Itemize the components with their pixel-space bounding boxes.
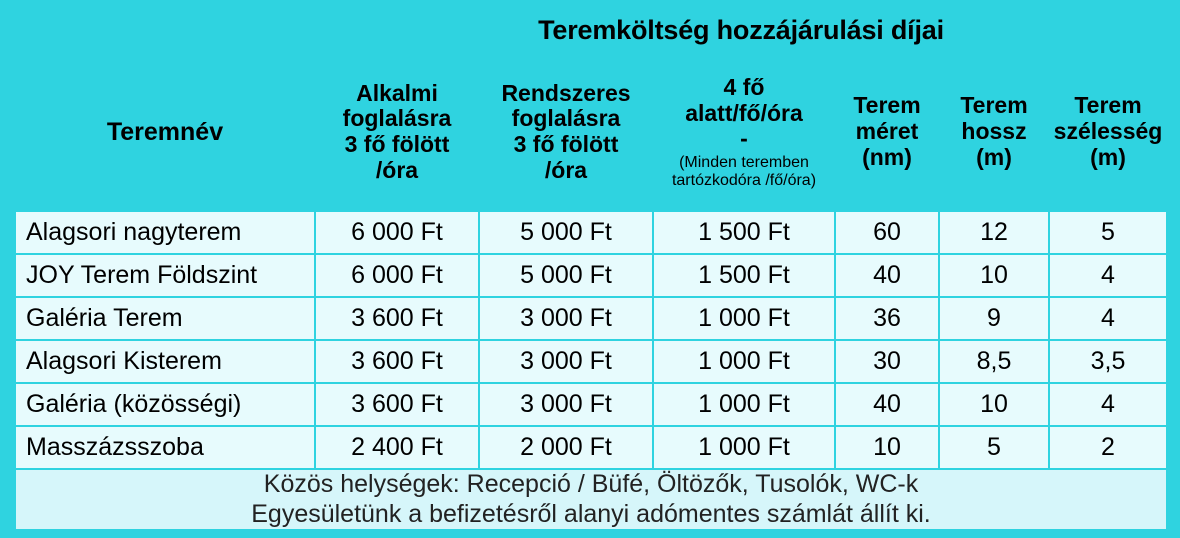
footer-line-1: Közös helységek: Recepció / Büfé, Öltözők, Tusolók, WC-k xyxy=(263,470,919,498)
header-row xyxy=(15,53,1167,211)
header-line-3: (m) xyxy=(976,143,1012,170)
header-line-4: /óra xyxy=(544,156,588,183)
room-name: JOY Terem Földszint xyxy=(15,254,315,297)
room-size: 10 xyxy=(835,426,939,469)
table-row xyxy=(15,254,1167,297)
header-room-width xyxy=(1049,53,1167,211)
room-name: Masszázsszoba xyxy=(15,426,315,469)
header-line-3: (nm) xyxy=(862,143,912,170)
table-row xyxy=(15,297,1167,340)
room-name: Alagsori Kisterem xyxy=(15,340,315,383)
table-title: Teremköltség hozzájárulási díjai xyxy=(315,7,1167,53)
under-four-price: 1 000 Ft xyxy=(653,297,835,340)
header-line-1: Terem xyxy=(853,92,921,119)
footer-row xyxy=(15,469,1167,530)
room-size: 40 xyxy=(835,254,939,297)
under-four-price: 1 500 Ft xyxy=(653,254,835,297)
room-width: 4 xyxy=(1049,254,1167,297)
room-width: 4 xyxy=(1049,297,1167,340)
room-length: 10 xyxy=(939,254,1049,297)
regular-price: 2 000 Ft xyxy=(479,426,653,469)
room-name: Galéria Terem xyxy=(15,297,315,340)
table-row xyxy=(15,211,1167,254)
under-four-price: 1 500 Ft xyxy=(653,211,835,254)
regular-price: 3 000 Ft xyxy=(479,383,653,426)
header-line-2: hossz xyxy=(961,118,1027,145)
header-line-2: foglalásra xyxy=(511,105,621,132)
header-line-1: Rendszeres xyxy=(501,79,631,106)
room-length: 10 xyxy=(939,383,1049,426)
room-length: 5 xyxy=(939,426,1049,469)
room-price-table xyxy=(14,6,1168,531)
occasional-price: 3 600 Ft xyxy=(315,297,479,340)
header-room-size xyxy=(835,53,939,211)
room-length: 12 xyxy=(939,211,1049,254)
regular-price: 5 000 Ft xyxy=(479,211,653,254)
regular-price: 3 000 Ft xyxy=(479,297,653,340)
room-width: 4 xyxy=(1049,383,1167,426)
occasional-price: 6 000 Ft xyxy=(315,254,479,297)
header-room-name: Teremnév xyxy=(15,53,315,211)
room-width: 3,5 xyxy=(1049,340,1167,383)
header-line-1: Alkalmi xyxy=(356,79,438,106)
header-line-2: méret xyxy=(855,118,919,145)
footer-note xyxy=(15,469,1167,530)
title-row xyxy=(15,7,1167,53)
under-four-price: 1 000 Ft xyxy=(653,340,835,383)
header-line-3: 3 fő fölött xyxy=(513,131,619,157)
footer-line-2: Egyesületünk a befizetésről alanyi adómentes számlát állít ki. xyxy=(251,499,931,528)
header-line-3: 3 fő fölött xyxy=(344,131,450,157)
corner-cell xyxy=(15,7,315,53)
occasional-price: 6 000 Ft xyxy=(315,211,479,254)
header-line-3: (m) xyxy=(1090,143,1126,170)
under-four-price: 1 000 Ft xyxy=(653,383,835,426)
header-line-3: - xyxy=(740,125,748,152)
header-line-2: foglalásra xyxy=(342,105,452,132)
room-length: 8,5 xyxy=(939,340,1049,383)
occasional-price: 3 600 Ft xyxy=(315,340,479,383)
header-line-1: 4 fő xyxy=(723,73,765,100)
room-length: 9 xyxy=(939,297,1049,340)
header-line-1: Terem xyxy=(1074,92,1142,119)
header-occasional-booking xyxy=(315,53,479,211)
table-row xyxy=(15,340,1167,383)
table-row xyxy=(15,426,1167,469)
header-line-1: Terem xyxy=(960,92,1028,119)
room-size: 30 xyxy=(835,340,939,383)
room-size: 40 xyxy=(835,383,939,426)
header-regular-booking xyxy=(479,53,653,211)
room-size: 60 xyxy=(835,211,939,254)
room-size: 36 xyxy=(835,297,939,340)
header-under-four-people xyxy=(653,53,835,211)
room-width: 5 xyxy=(1049,211,1167,254)
header-room-length xyxy=(939,53,1049,211)
regular-price: 5 000 Ft xyxy=(479,254,653,297)
header-line-4: /óra xyxy=(375,156,419,183)
under-four-price: 1 000 Ft xyxy=(653,426,835,469)
table-row xyxy=(15,383,1167,426)
header-line-2: szélesség xyxy=(1053,118,1163,145)
room-name: Galéria (közösségi) xyxy=(15,383,315,426)
occasional-price: 3 600 Ft xyxy=(315,383,479,426)
regular-price: 3 000 Ft xyxy=(479,340,653,383)
room-width: 2 xyxy=(1049,426,1167,469)
header-sub-note: (Minden teremben tartózkodóra /fő/óra) xyxy=(671,154,817,189)
header-line-2: alatt/fő/óra xyxy=(685,99,803,126)
occasional-price: 2 400 Ft xyxy=(315,426,479,469)
room-name: Alagsori nagyterem xyxy=(15,211,315,254)
